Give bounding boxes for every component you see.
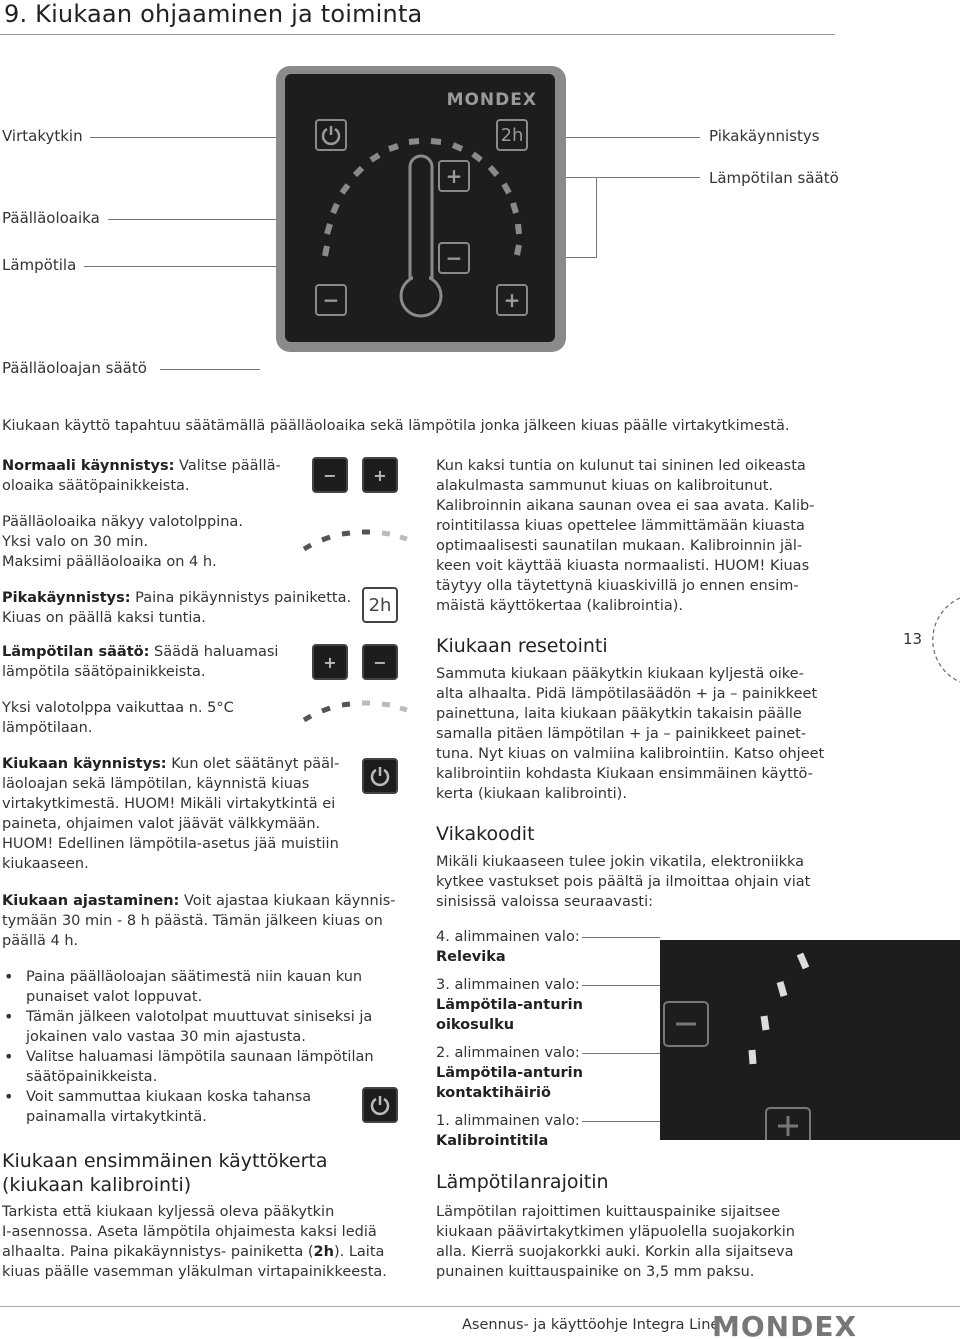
footer-rule bbox=[0, 1306, 960, 1307]
timer-section bbox=[2, 891, 402, 951]
text-line: kytkee vastukset pois päältä ja ilmoittaa ohjain viat bbox=[436, 874, 811, 890]
first-use-heading bbox=[2, 1149, 327, 1197]
text-line: jokainen valo vastaa 30 min ajastusta. bbox=[26, 1029, 306, 1045]
power-icon bbox=[320, 124, 342, 146]
leader-line bbox=[160, 369, 260, 370]
list-item bbox=[2, 1087, 402, 1127]
text-line: Kiuas on päällä kaksi tuntia. bbox=[2, 610, 206, 626]
footer-doc-name: Asennus- ja käyttöohje Integra Line bbox=[462, 1317, 720, 1333]
temp-limiter-text bbox=[436, 1202, 836, 1282]
quick-start-button[interactable]: 2h bbox=[496, 119, 528, 151]
fault-led-bars bbox=[660, 940, 960, 1140]
text-line: kiukaaseen. bbox=[2, 856, 89, 872]
fault-code-name: Relevika bbox=[436, 949, 506, 965]
leader-line bbox=[596, 177, 597, 257]
fault-code-name: Lämpötila-anturin bbox=[436, 997, 583, 1013]
quick-start-section bbox=[2, 588, 362, 628]
text-line: mäistä käyttökertaa (kalibrointia). bbox=[436, 598, 683, 614]
temp-adjust-section bbox=[2, 642, 302, 682]
illus-minus-button bbox=[312, 457, 348, 493]
callout-on-time-adjust: Päälläoloajan säätö bbox=[2, 359, 147, 377]
start-section bbox=[2, 754, 362, 874]
text-line: täytyy olla täytettynä kiuaskivillä jo ennen ensim- bbox=[436, 578, 799, 594]
leader-line bbox=[582, 1121, 660, 1122]
text-line: Päälläoloaika näkyy valotolppina. bbox=[2, 514, 243, 530]
text-line: punainen kuittauspainike on 3,5 mm paksu. bbox=[436, 1264, 755, 1280]
power-icon bbox=[369, 1094, 391, 1116]
illus-plus-button bbox=[362, 457, 398, 493]
callout-quick-start: Pikakäynnistys bbox=[709, 127, 820, 145]
fault-code-label: 3. alimmainen valo: bbox=[436, 977, 580, 993]
text-line: alakulmasta sammunut kiuas on kalibroitunut. bbox=[436, 478, 773, 494]
fault-code-2 bbox=[436, 1043, 586, 1103]
text-line: kiukaan päävirtakytkimen yläpuolella suojakorkin bbox=[436, 1224, 795, 1240]
button-glyph: 2h bbox=[368, 594, 392, 616]
callout-temperature: Lämpötila bbox=[2, 256, 77, 274]
temp-adjust-label: Lämpötilan säätö: bbox=[2, 644, 150, 660]
page-title: 9. Kiukaan ohjaaminen ja toiminta bbox=[4, 0, 423, 28]
thermometer-icon bbox=[401, 156, 441, 316]
text-line: alta alhaalta. Pidä lämpötilasäädön + ja – painikkeet bbox=[436, 686, 818, 702]
button-glyph: − bbox=[373, 652, 387, 672]
text-line: säätöpainikkeista. bbox=[26, 1069, 158, 1085]
text-line: HUOM! Edellinen lämpötila-asetus jää muistiin bbox=[2, 836, 339, 852]
reset-heading: Kiukaan resetointi bbox=[436, 635, 608, 657]
text-line: virtakytkimestä. HUOM! Mikäli virtakytkintä ei bbox=[2, 796, 336, 812]
quick-start-ref: 2h bbox=[313, 1244, 334, 1260]
power-button[interactable] bbox=[315, 119, 347, 151]
leader-line bbox=[582, 1053, 660, 1054]
on-time-info bbox=[2, 512, 302, 572]
text-line: kiuas päälle vasemman yläkulman virtapainikkeesta. bbox=[2, 1264, 387, 1280]
text-line: painamalla virtakytkintä. bbox=[26, 1109, 207, 1125]
fault-code-4 bbox=[436, 927, 586, 967]
button-glyph: + bbox=[373, 465, 387, 485]
panel-logo: MONDEX bbox=[446, 90, 537, 110]
illus-led-bars-on-time bbox=[300, 525, 410, 555]
text-line: punaiset valot loppuvat. bbox=[26, 989, 203, 1005]
text-line: painettuna, laita kiukaan pääkytkin takaisin päälle bbox=[436, 706, 802, 722]
text-line: Voit ajastaa kiukaan käynnis- bbox=[179, 893, 396, 909]
fault-code-label: 2. alimmainen valo: bbox=[436, 1045, 580, 1061]
text-line: I-asennossa. Aseta lämpötila ohjaimesta kaksi lediä bbox=[2, 1224, 377, 1240]
callout-temp-adjust: Lämpötilan säätö bbox=[709, 169, 839, 187]
fault-code-3 bbox=[436, 975, 586, 1035]
intro-text: Kiukaan käyttö tapahtuu säätämällä päälläoloaika sekä lämpötila jonka jälkeen kiuas päälle virtakytkimestä. bbox=[2, 418, 790, 434]
text-line: Tarkista että kiukaan kyljessä oleva pääkytkin bbox=[2, 1204, 335, 1220]
text-line: lämpötila säätöpainikkeista. bbox=[2, 664, 206, 680]
illus-temp-plus-button bbox=[312, 644, 348, 680]
text-line: alla. Kierrä suojakorkki auki. Korkin alla sijaitseva bbox=[436, 1244, 794, 1260]
normal-start-section bbox=[2, 456, 302, 496]
calibration-text bbox=[436, 456, 836, 616]
fault-code-panel-illustration bbox=[660, 940, 960, 1140]
text-line: päällä 4 h. bbox=[2, 933, 79, 949]
heading-line: Kiukaan ensimmäinen käyttökerta bbox=[2, 1150, 328, 1172]
text-line: • Tämän jälkeen valotolpat muuttuvat siniseksi ja bbox=[26, 1009, 373, 1025]
fault-code-label: 1. alimmainen valo: bbox=[436, 1113, 580, 1129]
temp-limiter-heading: Lämpötilanrajoitin bbox=[436, 1171, 609, 1193]
illus-temp-minus-button bbox=[362, 644, 398, 680]
text-line: tymään 30 min - 8 h päästä. Tämän jälkeen kiuas on bbox=[2, 913, 383, 929]
callout-on-time: Päälläoloaika bbox=[2, 209, 100, 227]
list-item bbox=[2, 967, 402, 1007]
text-line: lämpötilaan. bbox=[2, 720, 93, 736]
text-line: optimaalisesti saunatilan mukaan. Kalibroinnin jäl- bbox=[436, 538, 803, 554]
footer-logo: MONDEX bbox=[712, 1310, 858, 1339]
text-line: oloaika säätöpainikkeista. bbox=[2, 478, 190, 494]
list-item bbox=[2, 1047, 402, 1087]
text-line: alhaalta. Paina pikakäynnistys- painiketta ( bbox=[2, 1244, 314, 1260]
leader-line bbox=[582, 937, 660, 938]
text-line: paineta, ohjaimen valot jäävät välkkymään. bbox=[2, 816, 321, 832]
illus-led-bars-temp bbox=[300, 698, 410, 726]
timer-steps-list bbox=[2, 967, 402, 1127]
text-line: • Voit sammuttaa kiukaan koska tahansa bbox=[26, 1089, 312, 1105]
leader-line bbox=[582, 985, 660, 986]
text-line: Lämpötilan rajoittimen kuittauspainike sijaitsee bbox=[436, 1204, 781, 1220]
page-number: 13 bbox=[903, 630, 923, 648]
text-line: Valitse päällä- bbox=[174, 458, 281, 474]
text-line: tuna. Nyt kiuas on valmiina kalibrointiin. Katso ohjeet bbox=[436, 746, 825, 762]
power-icon bbox=[369, 765, 391, 787]
on-time-plus-button[interactable]: + bbox=[496, 284, 528, 316]
text-line: Kalibroinnin aikana saunan ovea ei saa avata. Kalib- bbox=[436, 498, 815, 514]
text-line: Säädä haluamasi bbox=[149, 644, 279, 660]
button-glyph: − bbox=[323, 465, 337, 485]
reset-text bbox=[436, 664, 836, 804]
button-glyph: + bbox=[323, 652, 337, 672]
text-line: • Valitse haluamasi lämpötila saunaan lämpötilan bbox=[26, 1049, 374, 1065]
temp-minus-button[interactable]: − bbox=[438, 242, 470, 274]
text-line: samalla pitäen lämpötilan + ja – painikkeet painet- bbox=[436, 726, 807, 742]
fault-code-label: 4. alimmainen valo: bbox=[436, 929, 580, 945]
text-line: kalibrointiin kohdasta Kiukaan ensimmäinen käyttö- bbox=[436, 766, 813, 782]
fault-code-name: oikosulku bbox=[436, 1017, 515, 1033]
text-line: Kun kaksi tuntia on kulunut tai sininen led oikeasta bbox=[436, 458, 806, 474]
first-use-text bbox=[2, 1202, 422, 1282]
text-line: keen voit käyttää kiuasta normaalisti. HUOM! Kiuas bbox=[436, 558, 810, 574]
heading-line: (kiukaan kalibrointi) bbox=[2, 1174, 192, 1196]
temp-step-info bbox=[2, 698, 302, 738]
text-line: kerta (kiukaan kalibrointi). bbox=[436, 786, 627, 802]
fault-codes-heading: Vikakoodit bbox=[436, 823, 535, 845]
control-panel bbox=[285, 74, 555, 342]
fault-code-name: kontaktihäiriö bbox=[436, 1085, 551, 1101]
temp-plus-button[interactable]: + bbox=[438, 160, 470, 192]
start-label: Kiukaan käynnistys: bbox=[2, 756, 167, 772]
fault-code-name: Kalibrointitila bbox=[436, 1133, 549, 1149]
on-time-minus-button[interactable]: − bbox=[315, 284, 347, 316]
text-line: Paina pikäynnistys painiketta. bbox=[130, 590, 352, 606]
fault-code-1 bbox=[436, 1111, 586, 1151]
text-line: Yksi valo on 30 min. bbox=[2, 534, 149, 550]
text-line: Kun olet säätänyt pääl- bbox=[166, 756, 340, 772]
illus-power-button-1 bbox=[362, 758, 398, 794]
fault-code-name: Lämpötila-anturin bbox=[436, 1065, 583, 1081]
text-line: Mikäli kiukaaseen tulee jokin vikatila, elektroniikka bbox=[436, 854, 805, 870]
text-line: ). Laita bbox=[333, 1244, 385, 1260]
text-line: läoloajan sekä lämpötilan, käynnistä kiuas bbox=[2, 776, 310, 792]
illus-quick-start-button bbox=[362, 587, 398, 623]
list-item bbox=[2, 1007, 402, 1047]
normal-start-label: Normaali käynnistys: bbox=[2, 458, 175, 474]
timer-label: Kiukaan ajastaminen: bbox=[2, 893, 180, 909]
illus-power-button-2 bbox=[362, 1087, 398, 1123]
title-rule bbox=[0, 34, 835, 35]
text-line: Maksimi päälläoloaika on 4 h. bbox=[2, 554, 217, 570]
callout-power: Virtakytkin bbox=[2, 127, 83, 145]
text-line: • Paina päälläoloajan säätimestä niin kauan kun bbox=[26, 969, 363, 985]
text-line: Sammuta kiukaan pääkytkin kiukaan kyljestä oike- bbox=[436, 666, 804, 682]
text-line: sinisissä valoissa seuraavasti: bbox=[436, 894, 654, 910]
fault-codes-text bbox=[436, 852, 836, 912]
text-line: rointitilassa kiuas opettelee lämmittämään kiuasta bbox=[436, 518, 805, 534]
text-line: Yksi valotolppa vaikuttaa n. 5°C bbox=[2, 700, 234, 716]
quick-start-label: Pikakäynnistys: bbox=[2, 590, 131, 606]
